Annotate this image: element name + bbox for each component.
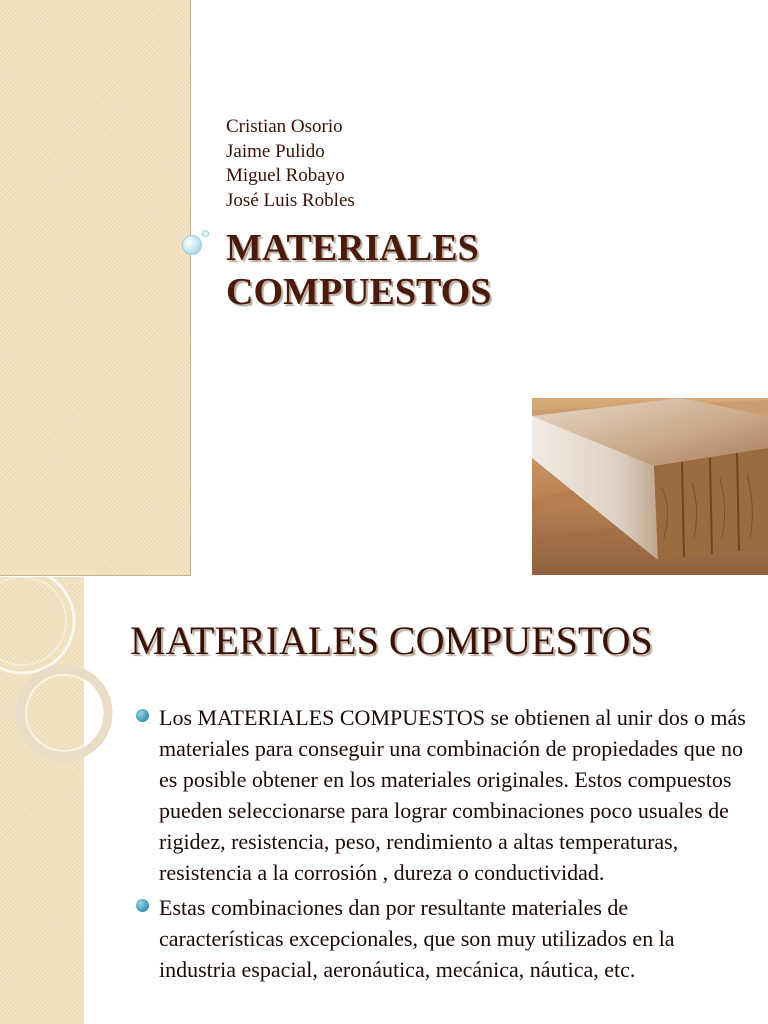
small-bubble-decoration-icon	[202, 230, 209, 237]
bullet-text: Estas combinaciones dan por resultante materiales de características excepcionales, que son muy utilizados en la industria espacial, aeronáutica, mecánica, náutica, etc.	[159, 895, 675, 982]
bullet-icon	[136, 899, 149, 912]
bullet-text: Los MATERIALES COMPUESTOS se obtienen al unir dos o más materiales para conseguir una combinación de propiedades que no es posible obtener en los materiales originales. Estos compuestos pueden seleccionarse para lograr combinaciones poco usuales de rigidez, resistencia, peso, rendimiento a altas temperaturas, resistencia a la corrosión , dureza o conductividad.	[159, 705, 746, 885]
slide-title-line: MATERIALES	[226, 227, 479, 269]
bullet-list	[136, 702, 746, 989]
ring-decoration-icon	[0, 577, 120, 797]
list-item	[136, 702, 746, 888]
slide-title	[226, 226, 566, 314]
slide-title: MATERIALES COMPUESTOS	[130, 618, 653, 663]
author-name: Miguel Robayo	[226, 165, 345, 186]
author-name: Cristian Osorio	[226, 116, 343, 137]
slide-title-line: COMPUESTOS	[226, 271, 492, 313]
author-list	[226, 115, 355, 213]
list-item	[136, 892, 746, 985]
author-name: José Luis Robles	[226, 189, 355, 211]
author-name: Jaime Pulido	[226, 140, 325, 162]
bullet-icon	[136, 709, 149, 722]
content-slide	[0, 577, 768, 1024]
bubble-decoration-icon	[182, 235, 202, 255]
wood-laminate-photo	[532, 398, 768, 575]
side-panel	[0, 0, 191, 576]
